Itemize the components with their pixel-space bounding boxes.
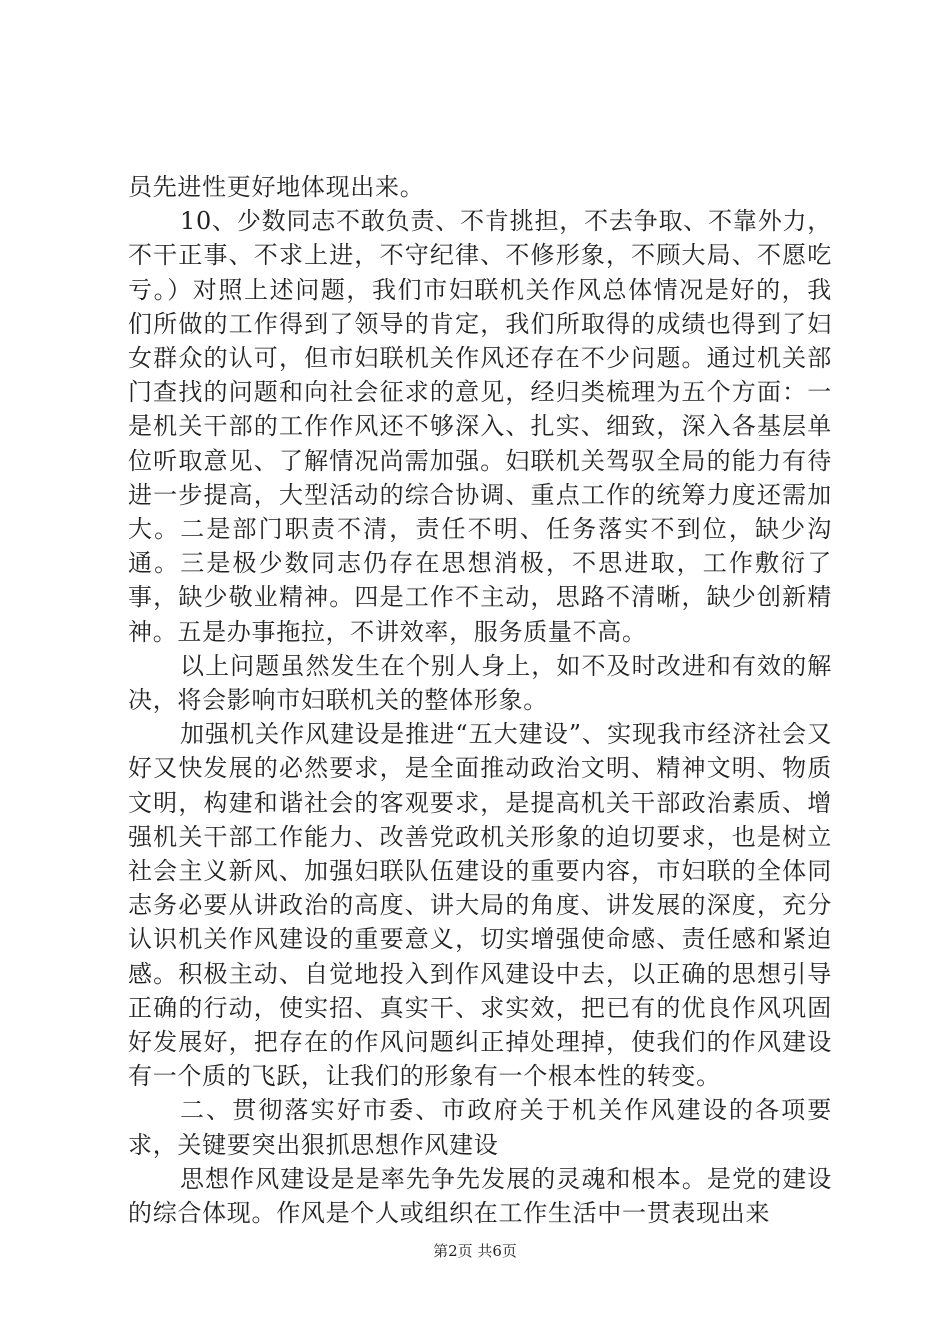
- paragraph-continuation: 员先进性更好地体现出来。: [128, 173, 425, 201]
- page-number-footer: 第2页 共6页: [433, 1242, 517, 1260]
- section-heading-two: 二、贯彻落实好市委、市政府关于机关作风建设的各项要求，关键要突出狠抓思想作风建设: [128, 1096, 832, 1159]
- paragraph-impact: 以上问题虽然发生在个别人身上，如不及时改进和有效的解决，将会影响市妇联机关的整体形象。: [128, 651, 832, 715]
- paragraph-problem-list: 10、少数同志不敢负责、不肯挑担，不去争取、不靠外力，不干正事、不求上进，不守纪律、不修形象，不顾大局、不愿吃亏。）对照上述问题，我们市妇联机关作风总体情况是好的，我们所做的工作得到了领导的肯定，我们所取得的成绩也得到了妇女群众的认可，但市妇联机关作风还存在不少问题。通过机关部门查找的问题和向社会征求的意见，经归类梳理为五个方面：一是机关干部的工作作风还不够深入、扎实、细致，深入各基层单位听取意见、了解情况尚需加强。妇联机关驾驭全局的能力有待进一步提高，大型活动的综合协调、重点工作的统筹力度还需加大。二是部门职责不清，责任不明、任务落实不到位，缺少沟通。三是极少数同志仍存在思想消极，不思进取，工作敷衍了事，缺少敬业精神。四是工作不主动，思路不清晰，缺少创新精神。五是办事拖拉，不讲效率，服务质量不高。: [128, 207, 832, 646]
- paragraph-importance: 加强机关作风建设是推进“五大建设”、实现我市经济社会又好又快发展的必然要求，是全面推动政治文明、精神文明、物质文明，构建和谐社会的客观要求，是提高机关干部政治素质、增强机关干部工作能力、改善党政机关形象的迫切要求，也是树立社会主义新风、加强妇联队伍建设的重要内容，市妇联的全体同志务必要从讲政治的高度、讲大局的角度、讲发展的深度，充分认识机关作风建设的重要意义，切实增强使命感、责任感和紧迫感。积极主动、自觉地投入到作风建设中去，以正确的思想引导正确的行动，使实招、真实干、求实效，把已有的优良作风巩固好发展好，把存在的作风问题纠正掉处理掉，使我们的作风建设有一个质的飞跃，让我们的形象有一个根本性的转变。: [128, 720, 832, 1091]
- document-body: [128, 170, 832, 1230]
- paragraph-thought-style: 思想作风建设是是率先争先发展的灵魂和根本。是党的建设的综合体现。作风是个人或组织在工作生活中一贯表现出来: [128, 1164, 832, 1228]
